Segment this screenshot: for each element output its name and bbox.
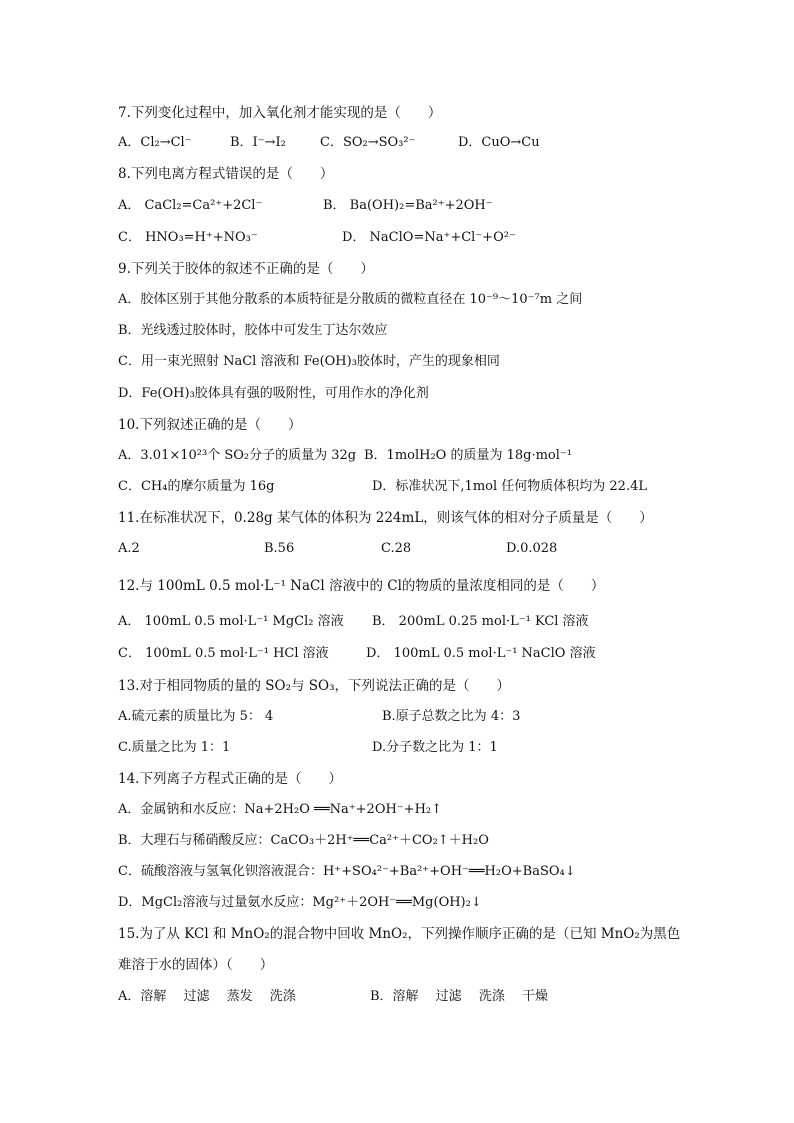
- q11-option-a: A.2: [118, 541, 140, 556]
- q7-option-b: B．I⁻→I₂: [230, 135, 286, 150]
- q15-option-a: A．溶解 过滤 蒸发 洗涤: [118, 989, 296, 1004]
- q11-option-b: B.56: [264, 541, 295, 556]
- question-14-stem: 14.下列离子方程式正确的是（ ）: [118, 771, 342, 787]
- q9-option-d: D．Fe(OH)₃胶体具有强的吸附性，可用作水的净化剂: [118, 386, 429, 401]
- q14-option-b: B．大理石与稀硝酸反应：CaCO₃＋2H⁺══Ca²⁺＋CO₂↑＋H₂O: [118, 833, 489, 848]
- q14-option-a: A．金属钠和水反应：Na+2H₂O ══Na⁺+2OH⁻+H₂↑: [118, 802, 443, 817]
- q8-option-b: B． Ba(OH)₂=Ba²⁺+2OH⁻: [323, 198, 493, 213]
- q13-option-a: A.硫元素的质量比为 5： 4: [118, 709, 274, 724]
- q7-option-d: D．CuO→Cu: [458, 135, 540, 150]
- q9-option-a: A．胶体区别于其他分散系的本质特征是分散质的微粒直径在 10⁻⁹～10⁻⁷m 之间: [118, 292, 583, 307]
- question-10-stem: 10.下列叙述正确的是（ ）: [118, 417, 302, 433]
- q10-option-b: B．1molH₂O 的质量为 18g·mol⁻¹: [364, 448, 572, 463]
- question-11-stem: 11.在标准状况下，0.28g 某气体的体积为 224mL，则该气体的相对分子质量是（ ）: [118, 510, 653, 526]
- question-7-stem: 7.下列变化过程中，加入氧化剂才能实现的是（ ）: [118, 105, 442, 121]
- question-15-stem-continued: 难溶于水的固体）（ ）: [118, 957, 274, 973]
- q12-option-b: B． 200mL 0.25 mol·L⁻¹ KCl 溶液: [372, 614, 589, 629]
- question-12-stem: 12.与 100mL 0.5 mol·L⁻¹ NaCl 溶液中的 Cl的物质的量浓度相同的是（ ）: [118, 578, 605, 594]
- q15-option-b: B．溶解 过滤 洗涤 干燥: [370, 989, 548, 1004]
- question-9-stem: 9.下列关于胶体的叙述不正确的是（ ）: [118, 261, 374, 277]
- q12-option-d: D． 100mL 0.5 mol·L⁻¹ NaClO 溶液: [366, 646, 596, 661]
- q10-option-a: A．3.01×10²³个 SO₂分子的质量为 32g: [118, 448, 357, 463]
- q11-option-c: C.28: [381, 541, 412, 556]
- q7-option-a: A．Cl₂→Cl⁻: [118, 135, 192, 150]
- q8-option-a: A． CaCl₂=Ca²⁺+2Cl⁻: [118, 198, 263, 213]
- q7-option-c: C．SO₂→SO₃²⁻: [320, 135, 416, 150]
- q12-option-c: C． 100mL 0.5 mol·L⁻¹ HCl 溶液: [118, 646, 329, 661]
- question-8-stem: 8.下列电离方程式错误的是（ ）: [118, 166, 334, 182]
- q8-option-c: C． HNO₃=H⁺+NO₃⁻: [118, 230, 258, 245]
- q14-option-c: C．硫酸溶液与氢氧化钡溶液混合：H⁺+SO₄²⁻+Ba²⁺+OH⁻══H₂O+BaSO₄↓: [118, 864, 576, 879]
- q13-option-c: C.质量之比为 1：1: [118, 740, 231, 755]
- q9-option-b: B．光线透过胶体时，胶体中可发生丁达尔效应: [118, 323, 388, 338]
- question-13-stem: 13.对于相同物质的量的 SO₂与 SO₃，下列说法正确的是（ ）: [118, 678, 511, 694]
- question-15-stem: 15.为了从 KCl 和 MnO₂的混合物中回收 MnO₂，下列操作顺序正确的是（已知 MnO₂为黑色: [118, 926, 681, 942]
- q11-option-d: D.0.028: [506, 541, 558, 556]
- q9-option-c: C．用一束光照射 NaCl 溶液和 Fe(OH)₃胶体时，产生的现象相同: [118, 354, 500, 369]
- q8-option-d: D． NaClO=Na⁺+Cl⁻+O²⁻: [342, 230, 516, 245]
- q13-option-b: B.原子总数之比为 4：3: [382, 709, 521, 724]
- q13-option-d: D.分子数之比为 1：1: [372, 740, 498, 755]
- q10-option-c: C．CH₄的摩尔质量为 16g: [118, 479, 275, 494]
- q14-option-d: D．MgCl₂溶液与过量氨水反应：Mg²⁺＋2OH⁻══Mg(OH)₂↓: [118, 895, 482, 910]
- q10-option-d: D．标准状况下,1mol 任何物质体积均为 22.4L: [372, 479, 647, 494]
- q12-option-a: A． 100mL 0.5 mol·L⁻¹ MgCl₂ 溶液: [118, 614, 344, 629]
